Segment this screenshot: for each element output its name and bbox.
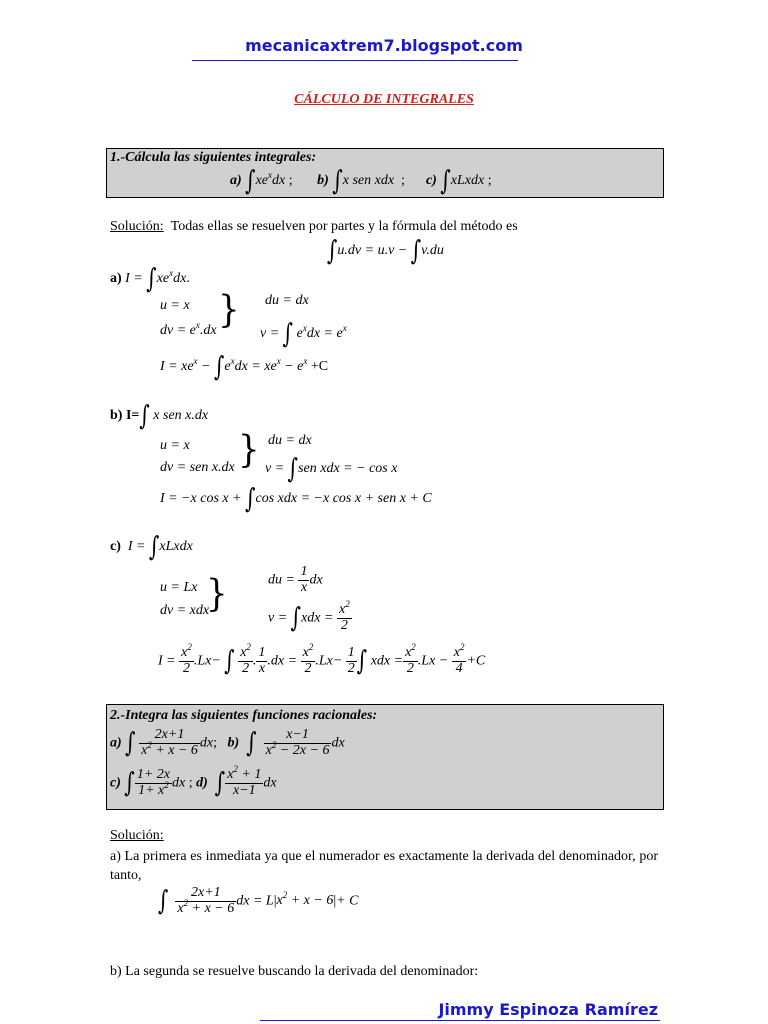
problem-1-items: a) $\int xe^xdx$ ; b) ∫x sen xdx ; c) ∫xLxdx ;: [230, 163, 492, 197]
solution-2-label: Solución:: [110, 828, 164, 843]
part-c-u: u = Lx: [160, 580, 198, 595]
part-b-brace: }: [238, 428, 260, 472]
part-c-dv: dv = xdx: [160, 603, 210, 618]
solution-2-para-a: a) La primera es inmediata ya que el numerador es exactamente la derivada del denominador, por tanto,: [110, 849, 658, 883]
part-a-statement: a) $I = \int xe^xdx$.: [110, 261, 190, 295]
part-b-statement: b) I=∫ x sen x.dx: [110, 398, 209, 432]
part-c-v: v = ∫xdx = $\frac{x^2}{2}$: [268, 599, 350, 634]
part-b-dv: dv = sen x.dx: [160, 460, 235, 475]
part-a-v: v = ∫ $e^xdx = e^x$: [260, 316, 347, 350]
header-rule: [192, 60, 518, 61]
part-c-du: du = $\frac{1}{x}$ dx: [268, 564, 323, 595]
solution-2-eq: ∫ $\frac{2x+1}{x^2 + x - 6}$ dx = $L|x^2 + x - 6|+ C$: [158, 884, 359, 917]
part-c-statement: c) I = ∫xLxdx: [110, 529, 193, 563]
solution-2-para-b: b) La segunda se resuelve buscando la derivada del denominador:: [110, 964, 479, 979]
site-url: mecanicaxtrem7.blogspot.com: [245, 36, 523, 55]
solution-1-intro: Solución: Todas ellas se resuelven por partes y la fórmula del método es: [110, 219, 518, 234]
part-b-v: v = ∫sen xdx = − cos x: [265, 451, 398, 485]
part-a-du: du = dx: [265, 293, 309, 308]
part-a-brace: }: [218, 288, 240, 332]
page-title: CÁLCULO DE INTEGRALES: [294, 92, 474, 107]
part-b-u: u = x: [160, 438, 190, 453]
part-a-dv: dv = $e^x.dx$: [160, 320, 217, 338]
part-b-result: I = −x cos x + ∫cos xdx = −x cos x + sen x + C: [160, 481, 432, 515]
part-c-result: I = $\frac{x^2}{2}$ .Lx− ∫ $\frac{x^2}{2}$ . $\frac{1}{x}$ .dx = $\frac{x^2}{2}$ .Lx− $\frac{1}{2}$ ∫ xdx = $\frac{x^2}{2}$ .Lx − $\frac{x^2}{4}$ +C: [158, 642, 486, 677]
footer-rule: [260, 1020, 660, 1021]
footer-author: Jimmy Espinoza Ramírez: [438, 1000, 658, 1019]
problem-2-cd: c) ∫ $\frac{1+ 2x}{1+ x^2}$ dx ; d) ∫ $\frac{x^2 + 1}{x-1}$ dx: [110, 764, 277, 799]
part-a-result: $I = xe^x - \int e^xdx = xe^x - e^x +C$: [160, 349, 329, 383]
part-b-du: du = dx: [268, 433, 312, 448]
problem-2-heading: 2.-Integra las siguientes funciones racionales:: [110, 708, 378, 723]
parts-formula: ∫u.dv = u.v − ∫v.du: [327, 233, 444, 267]
part-c-brace: }: [206, 572, 228, 616]
problem-1-heading: 1.-Cálcula las siguientes integrales:: [110, 150, 317, 165]
problem-2-ab: a) ∫ $\frac{2x+1}{x^2 + x - 6}$ dx; b) ∫ $\frac{x-1}{x^2 - 2x - 6}$ dx: [110, 726, 345, 759]
part-a-u: u = x: [160, 298, 190, 313]
